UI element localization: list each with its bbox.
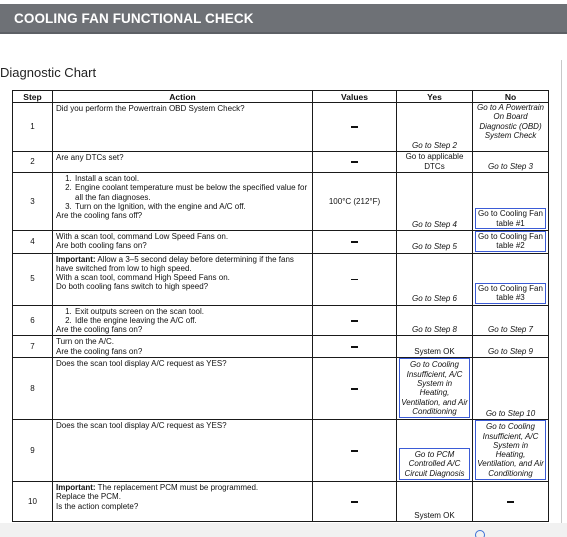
important-text: Allow a 3–5 second delay before determining if the fans have switched from low to high speed. — [56, 254, 294, 273]
action-question: Are the cooling fans on? — [56, 325, 143, 335]
dash-mark — [507, 501, 514, 503]
cooling-insufficient-link[interactable]: Go to Cooling Insufficient, A/C System in Heating, Ventilation, and Air Conditioning — [399, 358, 470, 418]
action-cell — [53, 231, 313, 254]
content-border — [561, 60, 562, 523]
yes-cell — [397, 358, 473, 420]
step-number: 10 — [13, 482, 53, 522]
no-cell — [473, 231, 549, 254]
yes-cell — [397, 420, 473, 482]
yes-cell: Go to applicable DTCs — [397, 152, 473, 173]
yes-cell: Go to Step 8 — [397, 305, 473, 336]
action-question: Do both cooling fans switch to high speed? — [56, 282, 209, 292]
yes-cell: Go to Step 5 — [397, 231, 473, 254]
values-cell — [313, 253, 397, 305]
step-number: 7 — [13, 336, 53, 358]
section-label: Diagnostic Chart — [0, 65, 97, 80]
action-list-item: 3. Turn on the Ignition, with the engine and A/C off. — [74, 202, 309, 211]
table-row — [13, 253, 549, 305]
action-text: Replace the PCM. — [56, 492, 121, 502]
important-note — [56, 483, 309, 492]
no-cell — [473, 482, 549, 522]
step-number: 5 — [13, 253, 53, 305]
column-header-step: Step — [13, 91, 53, 103]
yes-cell: Go to Step 6 — [397, 253, 473, 305]
dash-mark — [351, 126, 358, 128]
column-header-action: Action — [53, 91, 313, 103]
values-cell — [313, 482, 397, 522]
pcm-circuit-diagnosis-link[interactable]: Go to PCM Controlled A/C Circuit Diagnosis — [399, 448, 470, 480]
values-cell: 100°C (212°F) — [313, 173, 397, 231]
table-row — [13, 305, 549, 336]
action-text: Did you perform the Powertrain OBD System Check? — [56, 104, 245, 113]
action-question: Are both cooling fans on? — [56, 241, 147, 251]
dash-mark — [351, 346, 358, 348]
values-cell — [313, 103, 397, 152]
important-note — [56, 255, 309, 274]
yes-cell: System OK — [397, 336, 473, 358]
step-number: 3 — [13, 173, 53, 231]
step-number: 4 — [13, 231, 53, 254]
action-question: Are the cooling fans off? — [56, 211, 143, 221]
action-list — [60, 307, 309, 326]
action-cell — [53, 305, 313, 336]
no-cell: Go to A Powertrain On Board Diagnostic (OBD) System Check — [473, 103, 549, 152]
no-cell — [473, 253, 549, 305]
action-cell — [53, 482, 313, 522]
no-cell — [473, 173, 549, 231]
dash-mark — [351, 241, 358, 243]
values-cell — [313, 420, 397, 482]
step-number: 8 — [13, 358, 53, 420]
column-header-yes: Yes — [397, 91, 473, 103]
action-question: Are the cooling fans on? — [56, 346, 143, 356]
step-number: 2 — [13, 152, 53, 173]
column-header-no: No — [473, 91, 549, 103]
action-cell — [53, 152, 313, 173]
table-row — [13, 420, 549, 482]
dash-mark — [351, 320, 358, 322]
values-cell — [313, 336, 397, 358]
important-label: Important: — [56, 483, 96, 493]
action-list-item: 1. Install a scan tool. — [74, 174, 309, 183]
no-cell: Go to Step 3 — [473, 152, 549, 173]
dash-mark — [351, 388, 358, 390]
no-cell: Go to Step 7 — [473, 305, 549, 336]
dash-mark — [351, 450, 358, 452]
dash-mark — [351, 279, 358, 281]
page-header — [0, 4, 567, 34]
diagnostic-table — [12, 90, 549, 522]
no-cell: Go to Step 9 — [473, 336, 549, 358]
table-row — [13, 103, 549, 152]
action-cell — [53, 253, 313, 305]
action-cell — [53, 336, 313, 358]
action-list-item: 2. Engine coolant temperature must be below the specified value for all the fan diagnoses. — [74, 183, 309, 202]
action-list-item: 2. Idle the engine leaving the A/C off. — [74, 316, 309, 325]
yes-cell: Go to Step 4 — [397, 173, 473, 231]
action-list — [60, 174, 309, 211]
column-header-values: Values — [313, 91, 397, 103]
values-cell — [313, 152, 397, 173]
action-list-item: 1. Exit outputs screen on the scan tool. — [74, 307, 309, 316]
action-cell — [53, 358, 313, 420]
dash-mark — [351, 501, 358, 503]
action-question: Is the action complete? — [56, 501, 139, 511]
action-cell — [53, 173, 313, 231]
action-text: With a scan tool, command High Speed Fans on. — [56, 273, 230, 283]
no-cell: Go to Step 10 — [473, 358, 549, 420]
yes-cell: System OK — [397, 482, 473, 522]
table-row — [13, 173, 549, 231]
step-number: 1 — [13, 103, 53, 152]
step-number: 6 — [13, 305, 53, 336]
values-cell — [313, 305, 397, 336]
action-cell — [53, 420, 313, 482]
circle-icon[interactable] — [475, 530, 485, 537]
action-cell — [53, 103, 313, 152]
yes-cell: Go to Step 2 — [397, 103, 473, 152]
table-header-row — [13, 91, 549, 103]
cooling-fan-table-2-link[interactable]: Go to Cooling Fan table #2 — [475, 231, 546, 252]
step-number: 9 — [13, 420, 53, 482]
table-row — [13, 358, 549, 420]
action-text: Turn on the A/C. — [56, 337, 114, 347]
cooling-fan-table-3-link[interactable]: Go to Cooling Fan table #3 — [475, 283, 546, 304]
table-row — [13, 336, 549, 358]
table-row — [13, 231, 549, 254]
important-label: Important: — [56, 254, 96, 264]
table-row — [13, 482, 549, 522]
action-text: Are any DTCs set? — [56, 153, 124, 162]
important-text: The replacement PCM must be programmed. — [97, 483, 259, 493]
table-row — [13, 152, 549, 173]
values-cell — [313, 231, 397, 254]
action-question: Does the scan tool display A/C request as YES? — [56, 359, 227, 369]
action-question: Does the scan tool display A/C request as YES? — [56, 421, 227, 431]
cooling-insufficient-link[interactable]: Go to Cooling Insufficient, A/C System in Heating, Ventilation, and Air Conditioning — [475, 420, 546, 480]
values-cell — [313, 358, 397, 420]
dash-mark — [351, 161, 358, 163]
cooling-fan-table-1-link[interactable]: Go to Cooling Fan table #1 — [475, 208, 546, 229]
action-text: With a scan tool, command Low Speed Fans on. — [56, 232, 229, 241]
page-title: COOLING FAN FUNCTIONAL CHECK — [14, 11, 254, 26]
no-cell — [473, 420, 549, 482]
